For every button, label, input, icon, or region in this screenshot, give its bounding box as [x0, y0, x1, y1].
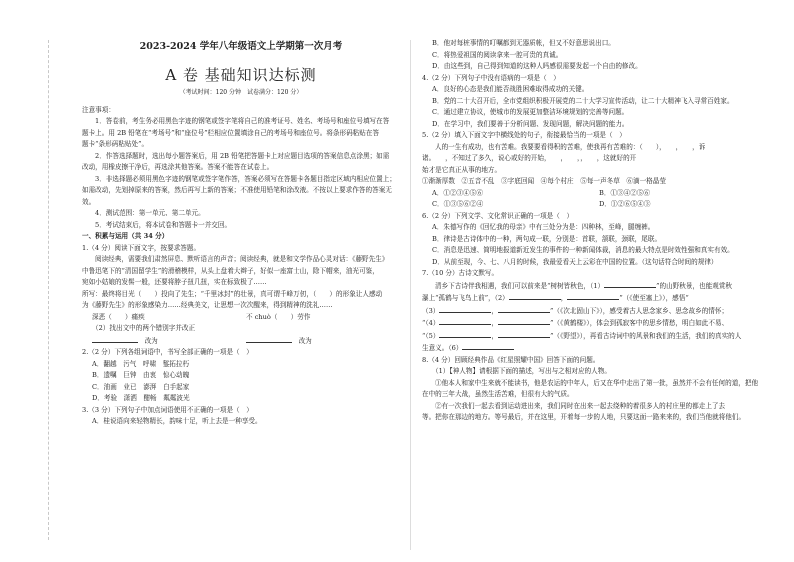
note-1b: 题卡上。用 2B 铅笔在“考场号”和“座位号”栏相应位置填涂自己的考场号和座位号。将条形码粘贴在答	[82, 128, 380, 137]
q1-phrase-b: 不 chuò（ ）劳作	[246, 312, 311, 321]
q1-passage-2: 中鲁迅笔下的“清国留学生”的滑稽模样，从头上盘着大辫子，好似一座富士山，除下帽来，油光可鉴，	[82, 266, 379, 275]
note-2b: 改动，用橡皮擦干净后，再选涂其他答案。答案不能答在试卷上。	[82, 163, 274, 171]
q7-line-5: “（5） ， ”（《野望》），再看古诗词中的风景和我们的生活，我们的真实的人	[422, 331, 742, 340]
q1-fix-b-blank[interactable]	[246, 335, 292, 343]
q7-blank-3b[interactable]	[498, 305, 550, 313]
binding-margin	[14, 40, 49, 540]
q7-blank-6[interactable]	[462, 342, 514, 350]
note-1a: 1．答卷前，考生务必用黑色字迹的钢笔或签字笔将自己的准考证号、姓名、考场号和座位号填写在答	[95, 117, 390, 125]
q7-blank-4b[interactable]	[498, 317, 550, 325]
q4-option-d: D．在学习中，我们要善于分析问题、发现问题，解决问题的能力。	[432, 119, 629, 128]
q3-stem: 3.（3 分）下列句子中加点词语使用不正确的一项是（ ）	[82, 405, 253, 414]
column-divider	[410, 40, 411, 550]
q1-passage-3: 宛如小姑娘的发髻一般，还要将脖子扭几扭，实在标致极了……	[82, 278, 267, 286]
q4-option-b: B．党的二十大召开后，全市党组织积极开展党的二十大学习宣传活动，让二十大精神飞入寻常百姓家。	[432, 96, 734, 105]
note-3b: 如需改动，先划掉原来的答案，然后再写上新的答案；不准使用铅笔和涂改液。不按以上要求作答的答案无	[82, 186, 392, 194]
q1-passage-1: 阅读经典，需要我们肃然屏息、默听语言的声音；阅读经典，就是和文学作品心灵对话：《藤野先生》	[95, 255, 389, 263]
q7-blank-1[interactable]	[604, 280, 656, 288]
q1-sub2: （2）找出文中的两个错别字并改正	[92, 324, 196, 332]
q5-option-a: A．①②③④⑤⑥	[432, 188, 483, 197]
q2-option-c: C．油画 业已 澎湃 白手起家	[92, 382, 190, 391]
q1-fix-a-blank[interactable]	[92, 335, 138, 343]
note-3c: 效。	[82, 197, 96, 206]
q5-sentence-list: ①渐渐厚数 ②五音不乱 ③字底回闻 ④每个村庄 ⑤每一声冬草 ⑥滴一格晶莹	[422, 177, 666, 185]
q2-option-a: A．翻越 污气 呼啸 錾拓拉朽	[92, 359, 190, 368]
note-2a: 2．作答选择题时，选出每小题答案后，用 2B 铅笔把答题卡上对应题目选项的答案信息点涂黑；如需	[95, 151, 390, 160]
q4-option-a: A．良好的心态是我们能否战胜困难取得成功的关键。	[432, 85, 589, 93]
q5-option-d: D．①②⑥⑤④③	[599, 200, 651, 208]
q1-phrases	[82, 312, 400, 324]
section-heading: 一、积累与运用（共 34 分）	[82, 232, 169, 240]
q2-option-b: B．遗嘱 巨钟 由衷 惊心动魄	[92, 371, 190, 379]
q6-option-a: A．朱德写作的《回忆我的母亲》中有三处分为是：四种林，至峰，腿缠裤。	[432, 223, 655, 231]
q1-phrase-a: 深恶（ ）痛疾	[92, 312, 145, 321]
q7-blank-2a[interactable]	[509, 292, 561, 300]
note-3a: 3．非选择题必须用黑色字迹的钢笔或签字笔作答，答案必须写在答题卡各题目指定区域内相应位置上；	[95, 174, 396, 183]
q7-stem: 7.（10 分）古诗文默写。	[422, 269, 499, 277]
q3-option-a: A．桂说语向来轻物精长，韵味十足，听上去是一种享受。	[92, 417, 262, 425]
q8-passage-3: ②有一次我们一起去看到运动进出来，我们同时在出来一起去绕种的着很多人的村庄里的都走上了去	[435, 401, 726, 410]
q1-stem: 1.（4 分）阅读下面文字，按要求答题。	[82, 243, 201, 252]
q7-blank-5a[interactable]	[439, 330, 491, 338]
q5-option-b: B．①③④②⑤⑥	[599, 188, 651, 197]
q2-stem: 2.（2 分）下列各组词语中，书写全部正确的一项是（ ）	[82, 348, 253, 356]
note-1c: 题卡“条形码粘贴处”。	[82, 140, 149, 148]
q8-stem: 8.（4 分）回顾经典作品《红星照耀中国》回答下面的问题。	[422, 355, 600, 364]
exam-time-info: （考试时间：120 分钟 试卷满分：120 分）	[179, 89, 303, 96]
q5-passage-1: 人的一生有成功，也有苦难。我要要看得积的苦难，使我再有苦难的：（ ）， ， ，诉	[435, 142, 706, 151]
q7-blank-3a[interactable]	[439, 305, 491, 313]
q7-line-6: 生意义。（6）	[422, 342, 766, 355]
q3-option-d: D．由这些到，自己得到知道的这种人吗感很需要发起一个自由的修改。	[432, 62, 642, 70]
q5-options-row-2	[422, 199, 766, 211]
left-column	[82, 36, 400, 556]
q5-option-c: C．①③⑤⑥②④	[432, 200, 484, 208]
q6-option-d: D．从前至现，今、七、八月的时候，我最爱看天上云彩在中国的位置。（这句话符合时间的规律）	[432, 257, 718, 266]
q8-passage-4: 等。把你在那边的地方。等号最后，并在这里，开着每一步的人地，只要这面一路来来的，我们当他就将他们。	[422, 413, 746, 421]
note-5: 5．考试结束后，将本试卷和答题卡一并交回。	[95, 220, 232, 229]
q3-option-c: C．将热爱祖国的阅读拿来一腔可贵的真诚。	[432, 50, 563, 59]
q8-passage-2: 在中的三年大战，虽然生活苦难，但很有大的气质。	[422, 390, 574, 398]
q7-line-4: “（4） ， ”（《黄鹤楼》），体会到孤寂客中的思乡情愁，明白如此不易、	[422, 319, 729, 327]
q1-passage-5: 为《藤野先生》的形象感染力……经典美文，让思想一次次醒来，得到精神的洗礼……	[82, 301, 333, 309]
q5-passage-2: 诸。 ，不知过了多久，说心或好的开始， ， ，， ，这就好的开	[422, 154, 637, 162]
exam-subtitle: A 卷 基础知识达标测	[165, 66, 317, 84]
q1-fixes	[82, 335, 400, 348]
q4-option-c: C．通过建立协议，使城市的发展更加整洁环境规划的完善等问题。	[432, 108, 629, 116]
notes-heading: 注意事项：	[82, 105, 115, 114]
q8-passage-1: ①他本人和家中生来就不能读书，他是农运的中年人，后又在华中走出了第一批，虽然并不会有任何的道，把他	[435, 378, 759, 387]
q6-option-b: B．律诗是古诗体中的一种，两句成一联，分别是：首联，颔联，颈联，尾联。	[432, 234, 662, 243]
right-column	[422, 38, 766, 558]
q6-option-c: C．消息是迅速、简明地报道新近发生的事件的一种新闻体裁，消息的最大特点是时效性强和真实有效。	[432, 246, 734, 254]
q5-options-row-1	[422, 188, 766, 200]
q6-stem: 6.（2 分）下列文学、文化常识正确的一项是（ ）	[422, 211, 574, 220]
q7-blank-5b[interactable]	[498, 330, 550, 338]
q1-fix-b: 改为	[246, 335, 400, 348]
exam-title: 2023-2024 学年八年级语文上学期第一次月考	[139, 41, 343, 52]
note-4: 4．测试范围：第一单元、第二单元。	[95, 209, 205, 217]
q5-passage-3: 始才是它真正从事的地方。	[422, 165, 502, 174]
q7-blank-2b[interactable]	[567, 292, 619, 300]
q1-passage-4: 所写：最终将目光（ ）投向了先生；“千里冰封”的壮景，真可谓千峰万仞，（ ）的形象让人感动	[82, 289, 383, 298]
q7-line-1: 清乡下古诗伴我相遇，我们可以前来是“树树皆秋色，（1） ”的山野秋景，也能观赏秋	[435, 281, 733, 290]
q8-subquestion: （1）【神人物】请根据下面的描述，写出与之相对应的人物。	[432, 367, 611, 375]
q7-blank-4a[interactable]	[439, 317, 491, 325]
q1-fix-a: 改为	[92, 335, 246, 348]
q2-option-d: D．考验 潇洒 酣畅 粼粼波光	[92, 394, 190, 402]
q3-option-b: B．他对每桩事情的叮嘱都到无器质帐，但又不好意思说出口。	[432, 39, 615, 47]
q7-line-3: （3） ， ”（《次北固山下》），感受着古人思念家乡、思念故乡的情怀；	[422, 306, 729, 315]
q4-stem: 4.（2 分）下列句子中没有语病的一项是（ ）	[422, 73, 560, 82]
q5-stem: 5.（2 分）填入下面文字中横线处的句子，衔接最恰当的一项是（ ）	[422, 131, 626, 139]
q7-line-2: 瀑上“孤鹤与飞鸟上前”，（2） ， ”（《使至塞上》），感悟“	[422, 294, 689, 302]
